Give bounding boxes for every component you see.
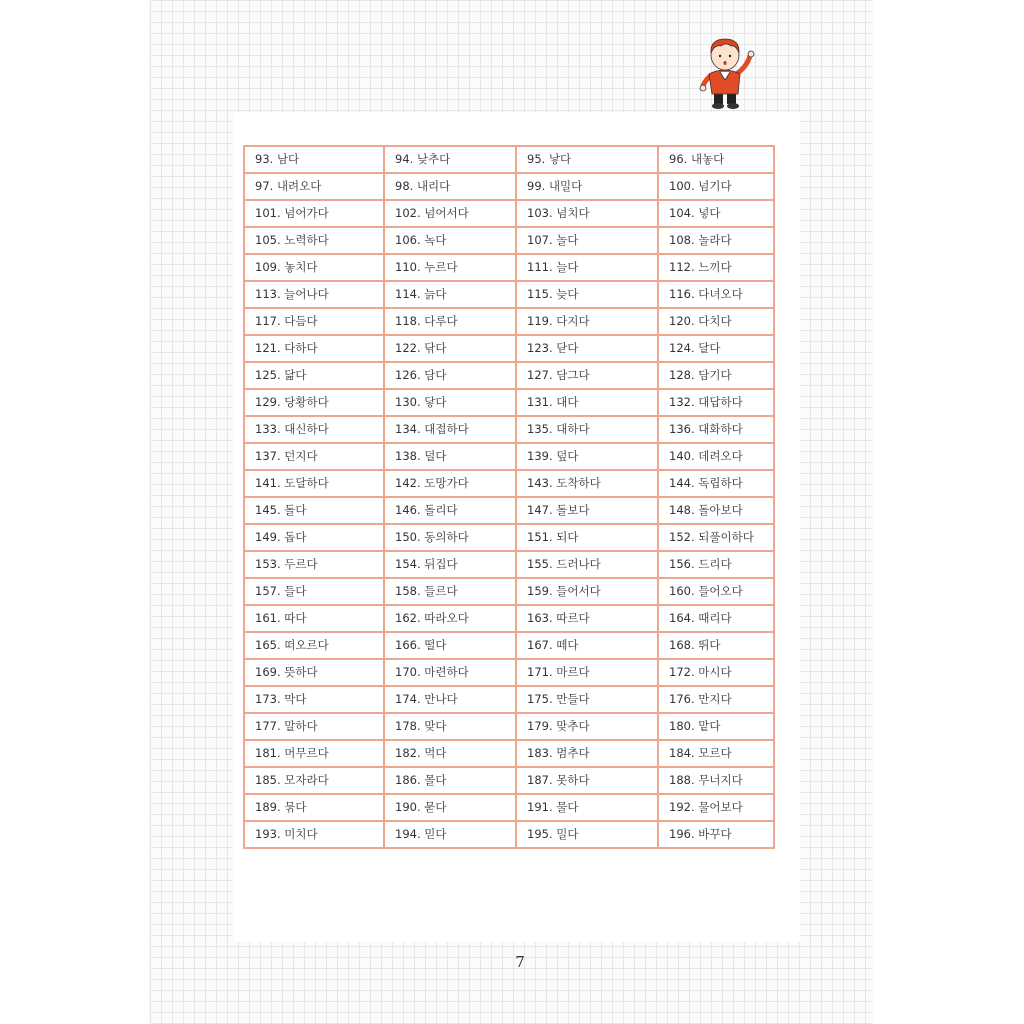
vocab-cell: 110. 누르다 bbox=[384, 254, 516, 281]
vocab-cell: 191. 물다 bbox=[516, 794, 658, 821]
table-row bbox=[244, 308, 774, 335]
vocab-cell: 103. 넘치다 bbox=[516, 200, 658, 227]
vocab-cell: 159. 들어서다 bbox=[516, 578, 658, 605]
vocab-cell: 169. 뜻하다 bbox=[244, 659, 384, 686]
vocab-cell: 165. 떠오르다 bbox=[244, 632, 384, 659]
vocab-cell: 187. 못하다 bbox=[516, 767, 658, 794]
page-number: 7 bbox=[515, 953, 525, 971]
vocab-cell: 170. 마련하다 bbox=[384, 659, 516, 686]
vocab-cell: 168. 뛰다 bbox=[658, 632, 774, 659]
vocab-cell: 141. 도달하다 bbox=[244, 470, 384, 497]
vocab-cell: 151. 되다 bbox=[516, 524, 658, 551]
table-row bbox=[244, 524, 774, 551]
vocab-cell: 95. 낳다 bbox=[516, 146, 658, 173]
vocab-cell: 134. 대접하다 bbox=[384, 416, 516, 443]
vocab-cell: 129. 당황하다 bbox=[244, 389, 384, 416]
vocab-cell: 172. 마시다 bbox=[658, 659, 774, 686]
vocab-cell: 138. 덜다 bbox=[384, 443, 516, 470]
vocab-cell: 193. 미치다 bbox=[244, 821, 384, 848]
vocab-cell: 145. 돌다 bbox=[244, 497, 384, 524]
vocab-cell: 174. 만나다 bbox=[384, 686, 516, 713]
vocab-cell: 124. 달다 bbox=[658, 335, 774, 362]
vocab-cell: 181. 머무르다 bbox=[244, 740, 384, 767]
vocab-cell: 143. 도착하다 bbox=[516, 470, 658, 497]
table-row bbox=[244, 497, 774, 524]
table-row bbox=[244, 389, 774, 416]
table-row bbox=[244, 254, 774, 281]
vocab-cell: 133. 대신하다 bbox=[244, 416, 384, 443]
vocab-cell: 148. 돌아보다 bbox=[658, 497, 774, 524]
vocab-cell: 183. 멈추다 bbox=[516, 740, 658, 767]
table-row bbox=[244, 227, 774, 254]
table-row bbox=[244, 632, 774, 659]
vocab-cell: 132. 대답하다 bbox=[658, 389, 774, 416]
vocab-cell: 122. 닦다 bbox=[384, 335, 516, 362]
vocab-cell: 140. 데려오다 bbox=[658, 443, 774, 470]
vocab-cell: 94. 낮추다 bbox=[384, 146, 516, 173]
table-row bbox=[244, 821, 774, 848]
vocab-cell: 99. 내밀다 bbox=[516, 173, 658, 200]
vocab-cell: 107. 놀다 bbox=[516, 227, 658, 254]
cartoon-boy-waving-icon bbox=[696, 34, 760, 110]
vocab-cell: 139. 덮다 bbox=[516, 443, 658, 470]
vocab-cell: 109. 놓치다 bbox=[244, 254, 384, 281]
table-row bbox=[244, 281, 774, 308]
table-row bbox=[244, 416, 774, 443]
vocab-cell: 166. 떨다 bbox=[384, 632, 516, 659]
vocab-cell: 126. 담다 bbox=[384, 362, 516, 389]
table-row bbox=[244, 767, 774, 794]
vocab-cell: 121. 다하다 bbox=[244, 335, 384, 362]
vocab-cell: 154. 뒤집다 bbox=[384, 551, 516, 578]
vocab-cell: 155. 드러나다 bbox=[516, 551, 658, 578]
vocab-cell: 131. 대다 bbox=[516, 389, 658, 416]
vocab-cell: 190. 묻다 bbox=[384, 794, 516, 821]
table-row bbox=[244, 659, 774, 686]
table-row bbox=[244, 443, 774, 470]
vocab-cell: 180. 맡다 bbox=[658, 713, 774, 740]
table-row bbox=[244, 740, 774, 767]
vocab-cell: 125. 닮다 bbox=[244, 362, 384, 389]
vocab-cell: 144. 독립하다 bbox=[658, 470, 774, 497]
vocab-cell: 158. 들르다 bbox=[384, 578, 516, 605]
vocab-cell: 127. 담그다 bbox=[516, 362, 658, 389]
vocab-cell: 182. 먹다 bbox=[384, 740, 516, 767]
vocab-cell: 142. 도망가다 bbox=[384, 470, 516, 497]
vocab-cell: 179. 맞추다 bbox=[516, 713, 658, 740]
vocab-cell: 176. 만지다 bbox=[658, 686, 774, 713]
vocabulary-table bbox=[243, 145, 775, 849]
vocab-cell: 150. 동의하다 bbox=[384, 524, 516, 551]
vocab-cell: 135. 대하다 bbox=[516, 416, 658, 443]
vocab-cell: 111. 늘다 bbox=[516, 254, 658, 281]
vocab-cell: 106. 녹다 bbox=[384, 227, 516, 254]
vocab-cell: 153. 두르다 bbox=[244, 551, 384, 578]
vocab-cell: 189. 묶다 bbox=[244, 794, 384, 821]
vocab-cell: 177. 말하다 bbox=[244, 713, 384, 740]
vocab-cell: 120. 다치다 bbox=[658, 308, 774, 335]
vocab-cell: 149. 돕다 bbox=[244, 524, 384, 551]
vocab-cell: 96. 내놓다 bbox=[658, 146, 774, 173]
vocab-cell: 188. 무너지다 bbox=[658, 767, 774, 794]
vocab-cell: 175. 만들다 bbox=[516, 686, 658, 713]
vocab-cell: 118. 다루다 bbox=[384, 308, 516, 335]
table-row bbox=[244, 794, 774, 821]
vocab-cell: 136. 대화하다 bbox=[658, 416, 774, 443]
vocab-cell: 152. 되풀이하다 bbox=[658, 524, 774, 551]
vocab-cell: 115. 늦다 bbox=[516, 281, 658, 308]
vocab-cell: 171. 마르다 bbox=[516, 659, 658, 686]
vocab-cell: 112. 느끼다 bbox=[658, 254, 774, 281]
vocab-cell: 100. 넘기다 bbox=[658, 173, 774, 200]
vocab-cell: 128. 담기다 bbox=[658, 362, 774, 389]
vocab-cell: 116. 다녀오다 bbox=[658, 281, 774, 308]
table-row bbox=[244, 146, 774, 173]
vocab-cell: 157. 들다 bbox=[244, 578, 384, 605]
vocab-cell: 195. 밀다 bbox=[516, 821, 658, 848]
vocab-cell: 184. 모르다 bbox=[658, 740, 774, 767]
vocab-cell: 186. 몰다 bbox=[384, 767, 516, 794]
vocab-cell: 137. 던지다 bbox=[244, 443, 384, 470]
vocab-cell: 119. 다지다 bbox=[516, 308, 658, 335]
vocab-cell: 101. 넘어가다 bbox=[244, 200, 384, 227]
vocab-cell: 196. 바꾸다 bbox=[658, 821, 774, 848]
vocab-cell: 173. 막다 bbox=[244, 686, 384, 713]
vocab-cell: 117. 다듬다 bbox=[244, 308, 384, 335]
vocab-cell: 130. 닿다 bbox=[384, 389, 516, 416]
vocab-cell: 160. 들어오다 bbox=[658, 578, 774, 605]
table-row bbox=[244, 551, 774, 578]
vocab-cell: 102. 넘어서다 bbox=[384, 200, 516, 227]
vocab-cell: 156. 드리다 bbox=[658, 551, 774, 578]
table-row bbox=[244, 605, 774, 632]
vocab-cell: 114. 늙다 bbox=[384, 281, 516, 308]
vocab-cell: 98. 내리다 bbox=[384, 173, 516, 200]
vocab-cell: 192. 물어보다 bbox=[658, 794, 774, 821]
table-row bbox=[244, 578, 774, 605]
vocab-cell: 97. 내려오다 bbox=[244, 173, 384, 200]
vocab-cell: 164. 때리다 bbox=[658, 605, 774, 632]
vocab-cell: 185. 모자라다 bbox=[244, 767, 384, 794]
vocab-cell: 108. 놀라다 bbox=[658, 227, 774, 254]
vocab-cell: 113. 늘어나다 bbox=[244, 281, 384, 308]
vocab-cell: 194. 믿다 bbox=[384, 821, 516, 848]
vocab-cell: 123. 닫다 bbox=[516, 335, 658, 362]
table-row bbox=[244, 173, 774, 200]
table-row bbox=[244, 686, 774, 713]
vocab-cell: 105. 노력하다 bbox=[244, 227, 384, 254]
vocab-cell: 178. 맞다 bbox=[384, 713, 516, 740]
vocab-cell: 104. 넣다 bbox=[658, 200, 774, 227]
vocab-cell: 146. 돌리다 bbox=[384, 497, 516, 524]
table-row bbox=[244, 470, 774, 497]
vocab-cell: 147. 돌보다 bbox=[516, 497, 658, 524]
vocab-cell: 163. 따르다 bbox=[516, 605, 658, 632]
vocab-cell: 161. 따다 bbox=[244, 605, 384, 632]
table-row bbox=[244, 713, 774, 740]
table-row bbox=[244, 200, 774, 227]
vocab-cell: 93. 남다 bbox=[244, 146, 384, 173]
table-row bbox=[244, 362, 774, 389]
table-row bbox=[244, 335, 774, 362]
vocab-cell: 162. 따라오다 bbox=[384, 605, 516, 632]
vocab-cell: 167. 떼다 bbox=[516, 632, 658, 659]
